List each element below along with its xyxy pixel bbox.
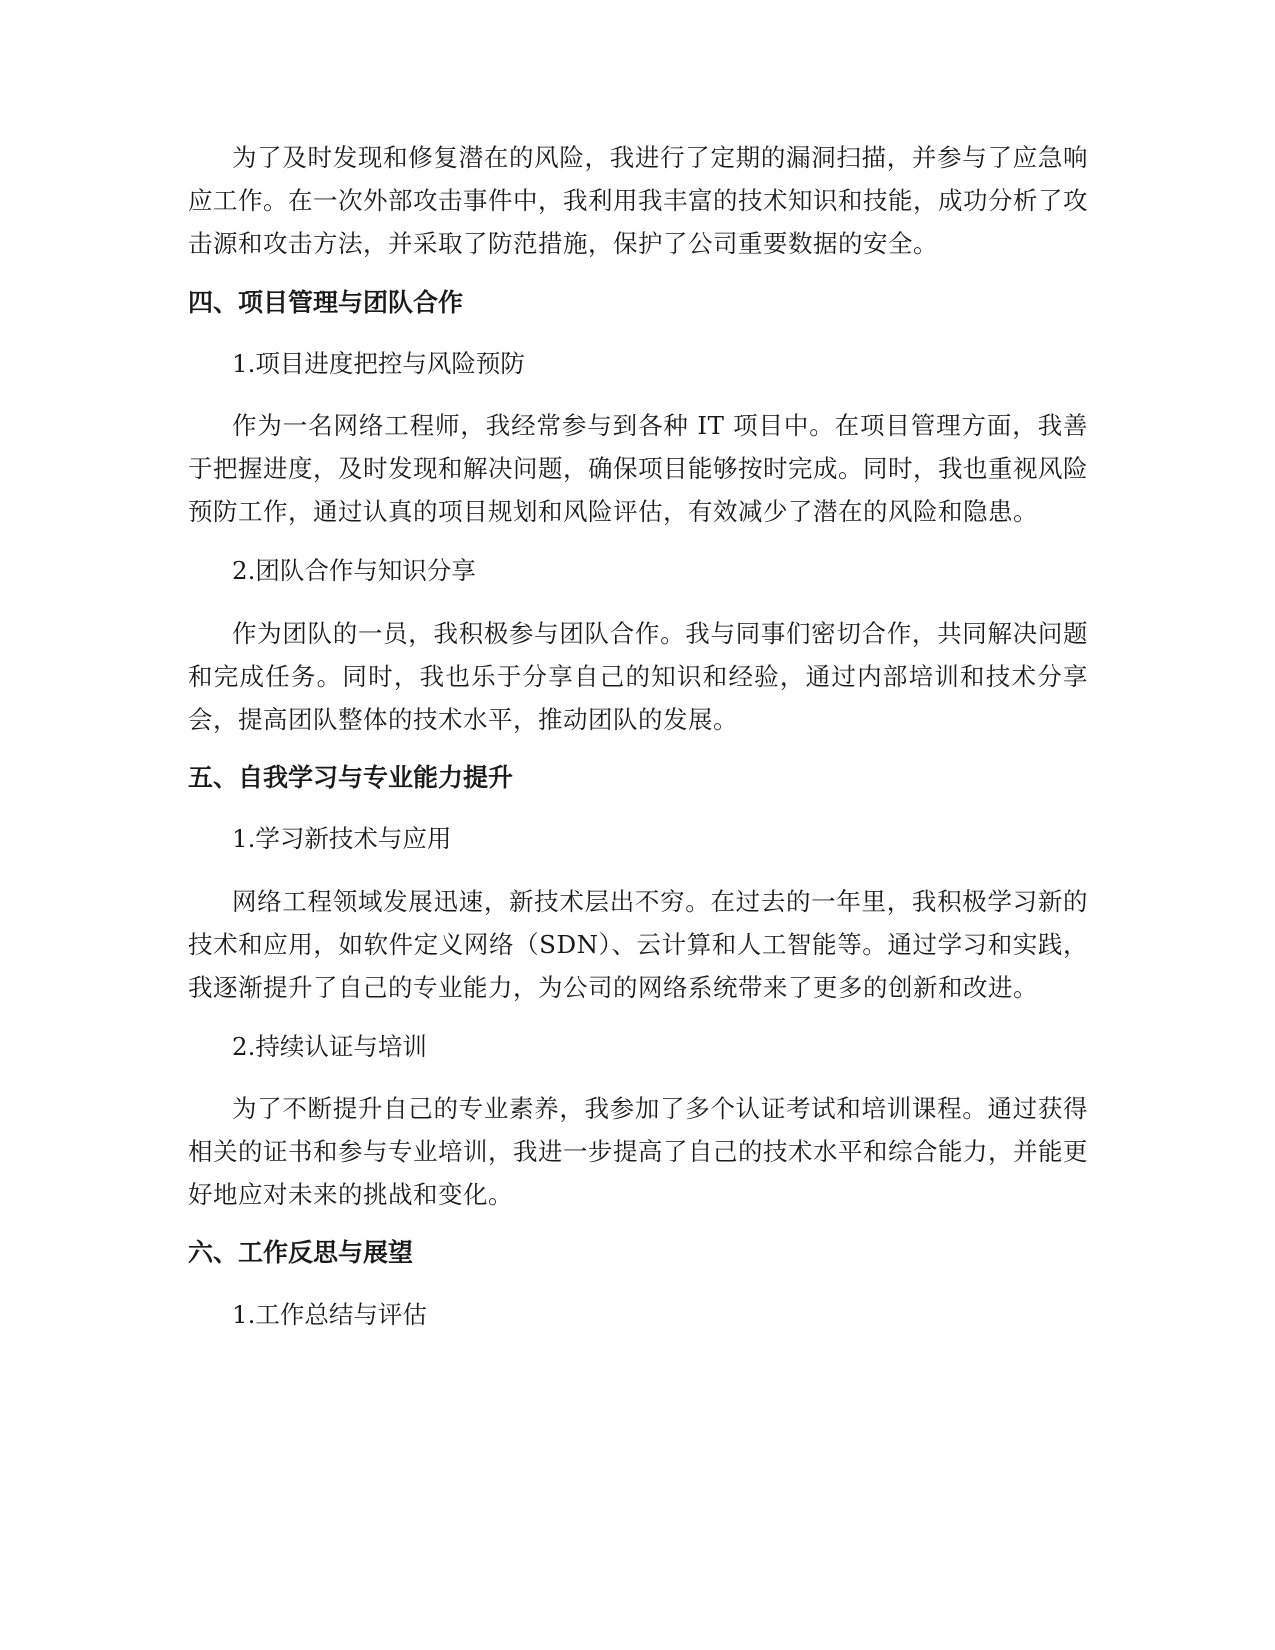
section-6-sub1-title-block [188,1293,1088,1336]
section-5-sub2-text-block [188,1087,1088,1216]
section-6-sub1-title: 1.工作总结与评估 [232,1300,427,1329]
section-4-sub2-title-block [188,549,1088,592]
section-5-heading-block [188,756,1088,799]
section-5-heading: 五、自我学习与专业能力提升 [188,763,514,792]
section-5-sub2-text: 为了不断提升自己的专业素养，我参加了多个认证考试和培训课程。通过获得相关的证书和参与专业培训，我进一步提高了自己的技术水平和综合能力，并能更好地应对未来的挑战和变化。 [188,1094,1088,1209]
section-5-sub1-text: 网络工程领域发展迅速，新技术层出不穷。在过去的一年里，我积极学习新的技术和应用，如软件定义网络（SDN）、云计算和人工智能等。通过学习和实践，我逐渐提升了自己的专业能力，为公司的网络系统带来了更多的创新和改进。 [188,887,1088,1002]
section-4-sub2-text-block [188,612,1088,741]
intro-paragraph-block [188,136,1088,265]
section-6-heading: 六、工作反思与展望 [188,1238,414,1267]
section-5-sub1-title: 1.学习新技术与应用 [232,824,452,853]
intro-paragraph: 为了及时发现和修复潜在的风险，我进行了定期的漏洞扫描，并参与了应急响应工作。在一次外部攻击事件中，我利用我丰富的技术知识和技能，成功分析了攻击源和攻击方法，并采取了防范措施，保护了公司重要数据的安全。 [188,143,1088,258]
section-4-sub1-title-block [188,342,1088,385]
section-5-sub2-title-block [188,1025,1088,1068]
section-4-heading-block [188,281,1088,324]
section-5-sub1-text-block [188,880,1088,1009]
section-4-sub1-text: 作为一名网络工程师，我经常参与到各种 IT 项目中。在项目管理方面，我善于把握进度，及时发现和解决问题，确保项目能够按时完成。同时，我也重视风险预防工作，通过认真的项目规划和风险评估，有效减少了潜在的风险和隐患。 [188,411,1088,526]
section-4-sub2-text: 作为团队的一员，我积极参与团队合作。我与同事们密切合作，共同解决问题和完成任务。同时，我也乐于分享自己的知识和经验，通过内部培训和技术分享会，提高团队整体的技术水平，推动团队的发展。 [188,619,1088,734]
section-5-sub2-title: 2.持续认证与培训 [232,1032,427,1061]
section-5-sub1-title-block [188,817,1088,860]
section-4-heading: 四、项目管理与团队合作 [188,288,464,317]
section-4-sub1-title: 1.项目进度把控与风险预防 [232,349,525,378]
section-6-heading-block [188,1231,1088,1274]
section-4-sub1-text-block [188,404,1088,533]
section-4-sub2-title: 2.团队合作与知识分享 [232,556,476,585]
